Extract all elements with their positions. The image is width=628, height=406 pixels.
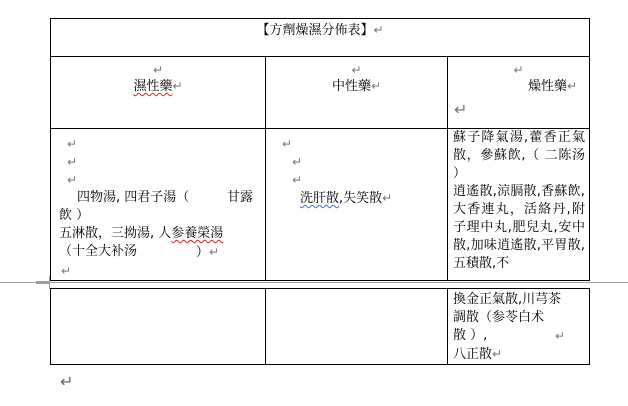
- table-title-cell[interactable]: [51, 19, 590, 57]
- paragraph-mark: ↵: [208, 245, 219, 259]
- cell-neutral-continued[interactable]: [266, 289, 448, 365]
- header-neutral: 中性藥: [331, 79, 371, 94]
- paragraph-mark: ↵: [60, 372, 74, 391]
- wet-line-3-squig: 参養榮湯: [171, 226, 224, 241]
- paragraph-mark: ↵: [152, 63, 164, 77]
- wet-line-3: 五淋散，三拗湯, 人: [59, 226, 172, 241]
- dry-continued-line-2: 調散（参苓白术: [453, 310, 545, 325]
- cell-dry-formulas[interactable]: [448, 129, 590, 281]
- wet-line-1-tail: 甘露: [226, 190, 253, 205]
- paragraph-mark: ↵: [566, 79, 578, 93]
- wet-line-4-tail: ）: [195, 245, 209, 260]
- paragraph-mark: ↵: [554, 329, 565, 343]
- paragraph-mark: ↵: [292, 173, 303, 187]
- dry-paragraph-2: 逍遙散,涼膈散,香蘇飲,大香連丸，活絡丹,附子理中丸,肥兒丸,安中散,加味逍遙散,平胃散,五積散,不: [453, 184, 586, 271]
- paragraph-mark: ↵: [370, 79, 382, 93]
- paragraph-mark: ↵: [292, 155, 303, 169]
- paragraph-mark: ↵: [373, 23, 384, 37]
- paragraph-mark: ↵: [513, 63, 524, 77]
- header-wet: 濕性藥: [133, 79, 173, 94]
- table-title: 【方劑燥濕分佈表】: [256, 23, 374, 38]
- paragraph-mark: ↵: [351, 63, 362, 77]
- wet-line-4: （十全大补汤: [59, 244, 138, 259]
- neutral-formula-rest: ,失笑散: [339, 191, 383, 206]
- formula-table: [50, 18, 590, 281]
- paragraph-mark: ↵: [492, 347, 503, 361]
- paragraph-mark: ↵: [282, 137, 293, 151]
- paragraph-mark: ↵: [61, 264, 72, 278]
- paragraph-mark: ↵: [67, 137, 78, 151]
- cell-wet-formulas[interactable]: [51, 129, 266, 281]
- page-break-line: [0, 282, 628, 283]
- dry-continued-line-3: 散 ）,: [453, 328, 488, 343]
- wet-line-1: 四物湯, 四君子湯（: [77, 190, 190, 205]
- paragraph-mark: ↵: [454, 100, 468, 119]
- wet-line-2: 飲 ）: [59, 208, 90, 223]
- formula-table-continued: [50, 288, 590, 365]
- paragraph-mark: ↵: [67, 155, 78, 169]
- header-cell-neutral[interactable]: [266, 57, 448, 129]
- cell-wet-continued[interactable]: [51, 289, 266, 365]
- paragraph-mark: ↵: [382, 191, 393, 205]
- dry-continued-line-1: 換金正氣散,川芎茶: [453, 292, 562, 307]
- header-dry: 燥性藥: [527, 79, 567, 94]
- dry-continued-line-4: 八正散: [453, 347, 493, 362]
- cell-neutral-formulas[interactable]: [266, 129, 448, 281]
- paragraph-mark: ↵: [172, 79, 183, 93]
- header-cell-wet[interactable]: [51, 57, 266, 129]
- dry-paragraph-1: 蘇子降氣湯,藿香正氣散，參蘇飲,（ 二陈汤 ）: [453, 130, 586, 181]
- crop-mark: [36, 276, 50, 282]
- paragraph-mark: ↵: [67, 173, 78, 187]
- cell-dry-continued[interactable]: [448, 289, 590, 365]
- header-cell-dry[interactable]: [448, 57, 590, 129]
- neutral-formula-squig: 洗肝散: [300, 191, 340, 206]
- crop-mark: [36, 283, 50, 289]
